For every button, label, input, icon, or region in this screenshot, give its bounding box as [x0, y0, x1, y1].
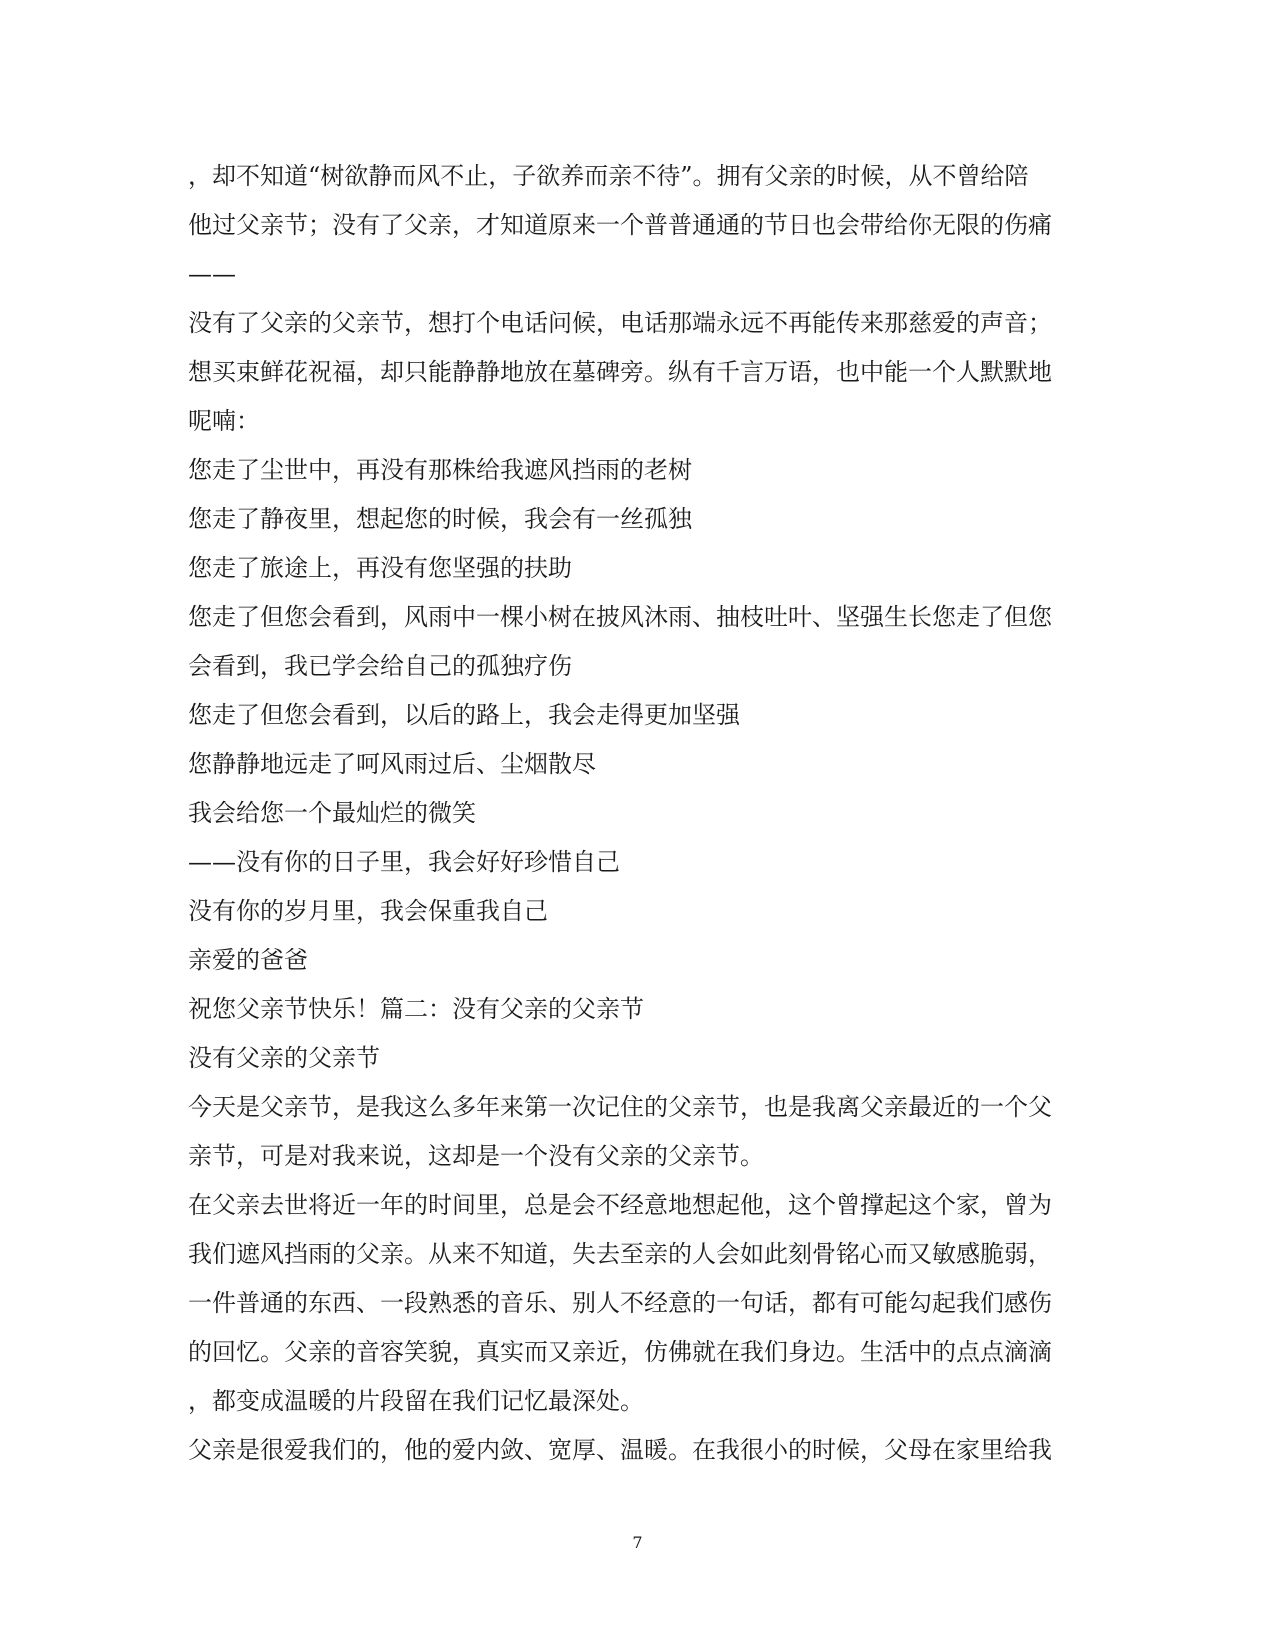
text-line: 没有你的岁月里，我会保重我自己	[188, 897, 548, 925]
text-line: ，都变成温暖的片段留在我们记忆最深处。	[188, 1387, 644, 1415]
text-line: 会看到，我已学会给自己的孤独疗伤	[188, 652, 572, 680]
text-line: 在父亲去世将近一年的时间里，总是会不经意地想起他，这个曾撑起这个家，曾为	[188, 1191, 1052, 1219]
text-line: 父亲是很爱我们的，他的爱内敛、宽厚、温暖。在我很小的时候，父母在家里给我	[188, 1436, 1052, 1464]
text-line: 祝您父亲节快乐！篇二：没有父亲的父亲节	[188, 995, 644, 1023]
text-line: 想买束鲜花祝福，却只能静静地放在墓碑旁。纵有千言万语，也中能一个人默默地	[188, 358, 1052, 386]
text-line: 呢喃：	[188, 407, 260, 435]
body-text	[188, 152, 1088, 1475]
text-line: 亲爱的爸爸	[188, 946, 308, 974]
text-line: 一件普通的东西、一段熟悉的音乐、别人不经意的一句话，都有可能勾起我们感伤	[188, 1289, 1052, 1317]
text-line: 您走了尘世中，再没有那株给我遮风挡雨的老树	[188, 456, 692, 484]
text-line: 您走了旅途上，再没有您坚强的扶助	[188, 554, 572, 582]
text-line: 您走了静夜里，想起您的时候，我会有一丝孤独	[188, 505, 692, 533]
text-line: 没有了父亲的父亲节，想打个电话问候，电话那端永远不再能传来那慈爱的声音；	[188, 309, 1052, 337]
text-line: ——没有你的日子里，我会好好珍惜自己	[188, 848, 620, 876]
text-line: 亲节，可是对我来说，这却是一个没有父亲的父亲节。	[188, 1142, 764, 1170]
text-line: 我会给您一个最灿烂的微笑	[188, 799, 476, 827]
text-line: 今天是父亲节，是我这么多年来第一次记住的父亲节，也是我离父亲最近的一个父	[188, 1093, 1052, 1121]
text-line: 您静静地远走了呵风雨过后、尘烟散尽	[188, 750, 596, 778]
text-line: ——	[188, 260, 236, 288]
section-heading: 没有父亲的父亲节	[188, 1044, 380, 1072]
text-line: ，却不知道“树欲静而风不止，子欲养而亲不待”。拥有父亲的时候，从不曾给陪	[188, 162, 1029, 190]
text-line: 您走了但您会看到，以后的路上，我会走得更加坚强	[188, 701, 740, 729]
text-line: 我们遮风挡雨的父亲。从来不知道，失去至亲的人会如此刻骨铭心而又敏感脆弱，	[188, 1240, 1052, 1268]
text-line: 他过父亲节；没有了父亲，才知道原来一个普普通通的节日也会带给你无限的伤痛	[188, 211, 1052, 239]
text-line: 您走了但您会看到，风雨中一棵小树在披风沐雨、抽枝吐叶、坚强生长您走了但您	[188, 603, 1052, 631]
text-line: 的回忆。父亲的音容笑貌，真实而又亲近，仿佛就在我们身边。生活中的点点滴滴	[188, 1338, 1052, 1366]
page-number: 7	[632, 1533, 643, 1552]
